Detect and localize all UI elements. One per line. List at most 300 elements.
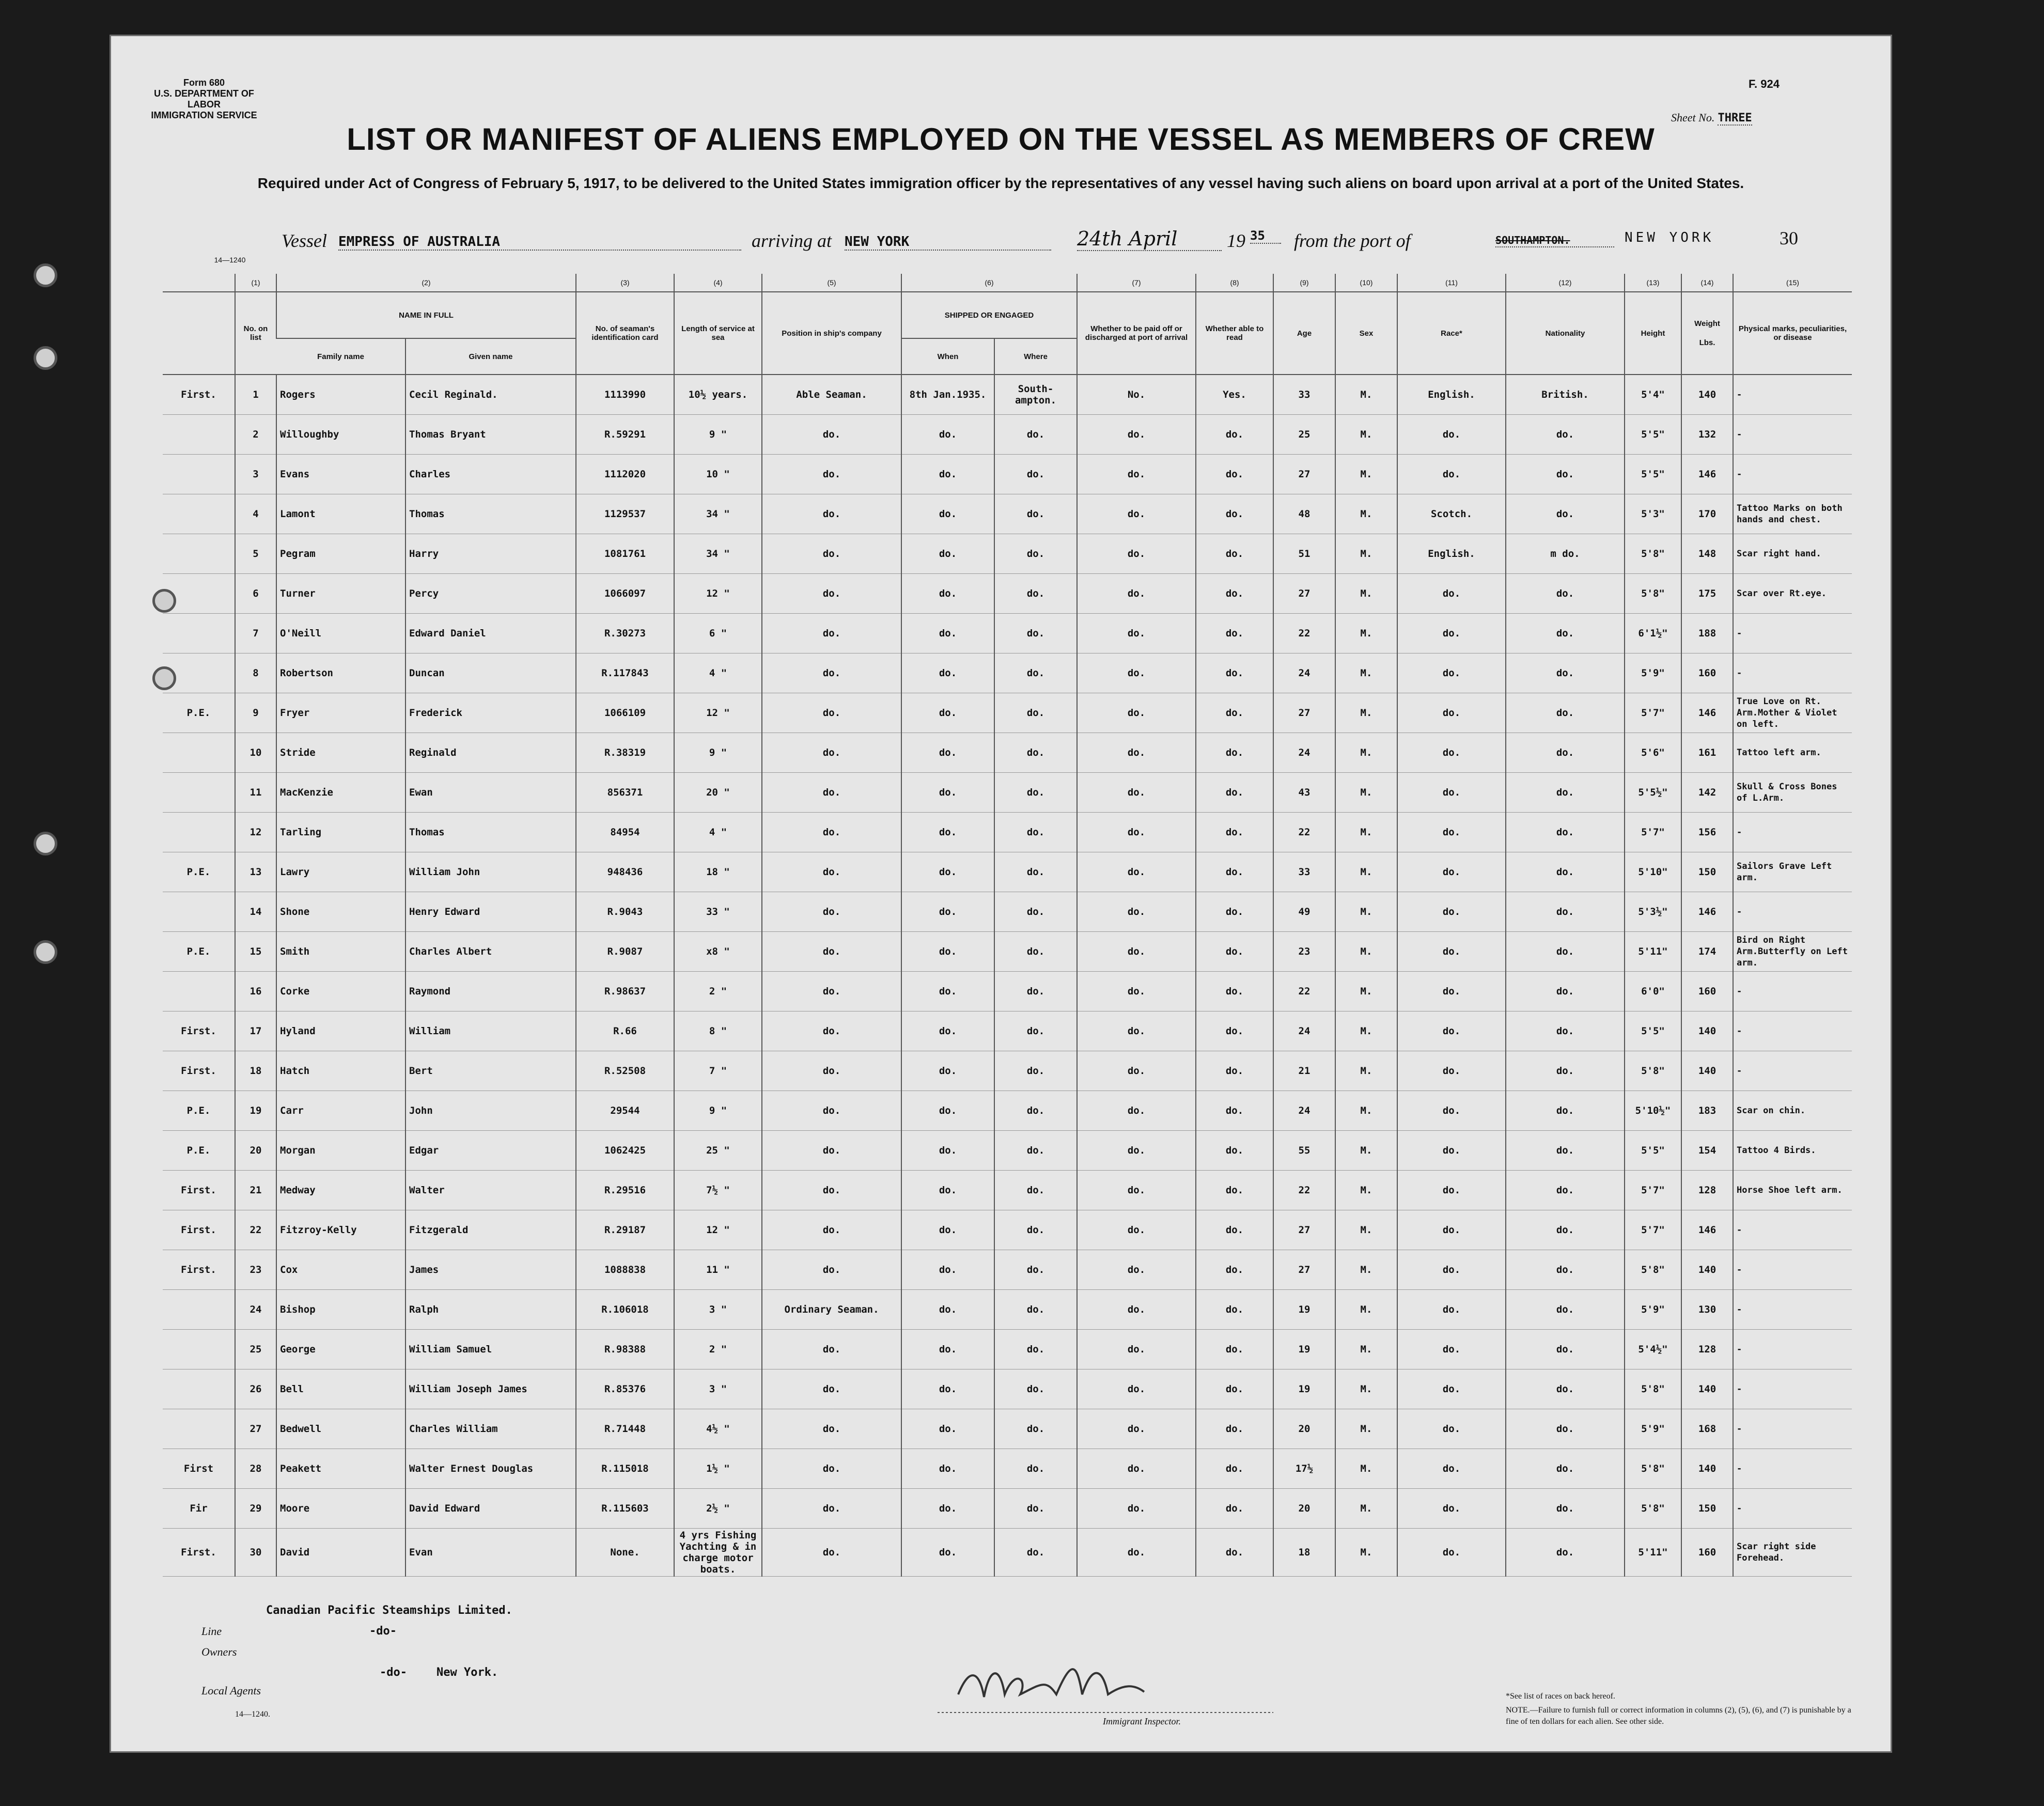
cell-no: 3 xyxy=(235,455,276,494)
cell-paid: do. xyxy=(1077,932,1196,972)
cell-no: 2 xyxy=(235,415,276,455)
cell-position: do. xyxy=(762,1449,901,1489)
cell-position: do. xyxy=(762,1051,901,1091)
cell-given: Charles xyxy=(405,455,576,494)
cell-when: do. xyxy=(901,1489,994,1529)
cell-where: do. xyxy=(994,1529,1077,1577)
cell-height: 5'5½" xyxy=(1625,773,1681,813)
cell-sex: M. xyxy=(1335,1489,1397,1529)
cell-family: Rogers xyxy=(276,375,405,415)
cell-note: Fir xyxy=(163,1489,235,1529)
cell-paid: do. xyxy=(1077,972,1196,1011)
cell-marks: - xyxy=(1733,1369,1852,1409)
vessel-label: Vessel xyxy=(282,230,327,251)
cell-family: Tarling xyxy=(276,813,405,852)
cell-service: 25 " xyxy=(674,1131,762,1171)
col-num: (3) xyxy=(576,274,674,292)
cell-marks: Sailors Grave Left arm. xyxy=(1733,852,1852,892)
cell-sex: M. xyxy=(1335,932,1397,972)
cell-weight: 140 xyxy=(1681,1250,1733,1290)
cell-no: 13 xyxy=(235,852,276,892)
cell-given: Reginald xyxy=(405,733,576,773)
cell-when: do. xyxy=(901,1369,994,1409)
cell-note xyxy=(163,574,235,614)
cell-age: 27 xyxy=(1273,455,1335,494)
cell-weight: 156 xyxy=(1681,813,1733,852)
header-where: Where xyxy=(994,338,1077,375)
cell-marks: - xyxy=(1733,455,1852,494)
cell-no: 1 xyxy=(235,375,276,415)
cell-race: do. xyxy=(1397,614,1506,653)
cell-age: 33 xyxy=(1273,852,1335,892)
cell-when: do. xyxy=(901,693,994,733)
cell-race: English. xyxy=(1397,534,1506,574)
cell-where: do. xyxy=(994,1171,1077,1210)
cell-sex: M. xyxy=(1335,1369,1397,1409)
cell-age: 18 xyxy=(1273,1529,1335,1577)
cell-height: 5'11" xyxy=(1625,1529,1681,1577)
penalty-note: NOTE.—Failure to furnish full or correct information in columns (2), (5), (6), and (7) is punishable by a fine of ten dollars for each alien. See other side. xyxy=(1506,1706,1851,1726)
cell-note xyxy=(163,892,235,932)
cell-family: Morgan xyxy=(276,1131,405,1171)
col-num: (1) xyxy=(235,274,276,292)
cell-when: do. xyxy=(901,1011,994,1051)
column-number-row xyxy=(163,274,1852,292)
cell-nat: do. xyxy=(1506,1250,1625,1290)
crew-manifest-table xyxy=(163,274,1852,1577)
cell-no: 6 xyxy=(235,574,276,614)
agents-label: Local Agents xyxy=(201,1684,261,1697)
cell-given: Ewan xyxy=(405,773,576,813)
cell-where: do. xyxy=(994,1011,1077,1051)
cell-nat: m do. xyxy=(1506,534,1625,574)
cell-card: 29544 xyxy=(576,1091,674,1131)
cell-read: do. xyxy=(1196,614,1273,653)
cell-nat: do. xyxy=(1506,614,1625,653)
header-when: When xyxy=(901,338,994,375)
cell-marks: - xyxy=(1733,614,1852,653)
cell-where: do. xyxy=(994,773,1077,813)
cell-read: do. xyxy=(1196,455,1273,494)
cell-where: do. xyxy=(994,494,1077,534)
cell-nat: do. xyxy=(1506,1131,1625,1171)
cell-height: 5'6" xyxy=(1625,733,1681,773)
cell-sex: M. xyxy=(1335,1051,1397,1091)
cell-read: do. xyxy=(1196,932,1273,972)
cell-race: do. xyxy=(1397,852,1506,892)
cell-position: do. xyxy=(762,1529,901,1577)
cell-paid: do. xyxy=(1077,773,1196,813)
header-paid-off: Whether to be paid off or discharged at port of arrival xyxy=(1077,292,1196,375)
cell-family: Hatch xyxy=(276,1051,405,1091)
table-row xyxy=(163,1369,1852,1409)
cell-no: 27 xyxy=(235,1409,276,1449)
cell-age: 24 xyxy=(1273,1091,1335,1131)
cell-no: 19 xyxy=(235,1091,276,1131)
cell-read: do. xyxy=(1196,534,1273,574)
cell-given: John xyxy=(405,1091,576,1131)
cell-paid: do. xyxy=(1077,1171,1196,1210)
cell-note xyxy=(163,415,235,455)
cell-card: R.29516 xyxy=(576,1171,674,1210)
cell-no: 20 xyxy=(235,1131,276,1171)
cell-given: Henry Edward xyxy=(405,892,576,932)
table-row xyxy=(163,852,1852,892)
cell-service: 4 yrs Fishing Yachting & in charge motor boats. xyxy=(674,1529,762,1577)
cell-family: Bedwell xyxy=(276,1409,405,1449)
cell-read: do. xyxy=(1196,574,1273,614)
cell-height: 5'8" xyxy=(1625,534,1681,574)
cell-weight: 174 xyxy=(1681,932,1733,972)
cell-where: do. xyxy=(994,892,1077,932)
cell-sex: M. xyxy=(1335,773,1397,813)
cell-age: 49 xyxy=(1273,892,1335,932)
cell-family: Medway xyxy=(276,1171,405,1210)
cell-race: do. xyxy=(1397,1330,1506,1369)
cell-marks: - xyxy=(1733,1250,1852,1290)
cell-read: do. xyxy=(1196,1409,1273,1449)
cell-note xyxy=(163,1409,235,1449)
cell-service: 12 " xyxy=(674,1210,762,1250)
cell-paid: do. xyxy=(1077,1131,1196,1171)
cell-no: 11 xyxy=(235,773,276,813)
cell-age: 43 xyxy=(1273,773,1335,813)
cell-age: 27 xyxy=(1273,693,1335,733)
cell-paid: do. xyxy=(1077,653,1196,693)
cell-age: 22 xyxy=(1273,813,1335,852)
cell-height: 5'8" xyxy=(1625,1489,1681,1529)
cell-race: do. xyxy=(1397,1409,1506,1449)
cell-read: Yes. xyxy=(1196,375,1273,415)
cell-sex: M. xyxy=(1335,1131,1397,1171)
cell-nat: do. xyxy=(1506,1330,1625,1369)
cell-note xyxy=(163,813,235,852)
cell-note: P.E. xyxy=(163,693,235,733)
cell-position: do. xyxy=(762,693,901,733)
cell-age: 23 xyxy=(1273,932,1335,972)
cell-card: R.9087 xyxy=(576,932,674,972)
cell-where: do. xyxy=(994,1250,1077,1290)
cell-position: do. xyxy=(762,1369,901,1409)
cell-marks: - xyxy=(1733,1210,1852,1250)
cell-family: Pegram xyxy=(276,534,405,574)
cell-service: 3 " xyxy=(674,1369,762,1409)
cell-nat: do. xyxy=(1506,415,1625,455)
cell-where: do. xyxy=(994,1051,1077,1091)
agents-city: New York. xyxy=(436,1666,498,1679)
table-row xyxy=(163,1091,1852,1131)
cell-service: 7 " xyxy=(674,1051,762,1091)
cell-paid: do. xyxy=(1077,1449,1196,1489)
cell-age: 20 xyxy=(1273,1409,1335,1449)
cell-no: 14 xyxy=(235,892,276,932)
cell-note xyxy=(163,1369,235,1409)
cell-race: do. xyxy=(1397,1131,1506,1171)
cell-read: do. xyxy=(1196,1250,1273,1290)
sheet-label: Sheet No. xyxy=(1671,111,1715,124)
cell-service: 7½ " xyxy=(674,1171,762,1210)
cell-race: do. xyxy=(1397,1369,1506,1409)
cell-weight: 140 xyxy=(1681,1051,1733,1091)
cell-marks: - xyxy=(1733,1409,1852,1449)
form-header-block xyxy=(142,77,266,121)
cell-paid: do. xyxy=(1077,455,1196,494)
cell-card: 856371 xyxy=(576,773,674,813)
cell-where: do. xyxy=(994,1449,1077,1489)
cell-sex: M. xyxy=(1335,1210,1397,1250)
cell-no: 25 xyxy=(235,1330,276,1369)
cell-service: 10½ years. xyxy=(674,375,762,415)
cell-position: do. xyxy=(762,852,901,892)
cell-paid: do. xyxy=(1077,852,1196,892)
cell-when: do. xyxy=(901,494,994,534)
cell-given: James xyxy=(405,1250,576,1290)
cell-race: do. xyxy=(1397,1171,1506,1210)
inspector-signature xyxy=(938,1648,1273,1720)
cell-age: 19 xyxy=(1273,1330,1335,1369)
table-row xyxy=(163,972,1852,1011)
cell-given: Walter xyxy=(405,1171,576,1210)
cell-weight: 175 xyxy=(1681,574,1733,614)
cell-paid: do. xyxy=(1077,614,1196,653)
table-row xyxy=(163,1131,1852,1171)
cell-paid: do. xyxy=(1077,733,1196,773)
cell-marks: Bird on Right Arm.Butterfly on Left arm. xyxy=(1733,932,1852,972)
cell-marks: Scar over Rt.eye. xyxy=(1733,574,1852,614)
cell-weight: 140 xyxy=(1681,375,1733,415)
cell-read: do. xyxy=(1196,892,1273,932)
cell-service: 9 " xyxy=(674,1091,762,1131)
cell-age: 48 xyxy=(1273,494,1335,534)
cell-nat: do. xyxy=(1506,892,1625,932)
cell-service: 34 " xyxy=(674,534,762,574)
arrival-year: 35 xyxy=(1250,228,1281,244)
cell-family: Bishop xyxy=(276,1290,405,1330)
cell-service: 34 " xyxy=(674,494,762,534)
cell-family: MacKenzie xyxy=(276,773,405,813)
cell-age: 22 xyxy=(1273,1171,1335,1210)
cell-card: R.115018 xyxy=(576,1449,674,1489)
cell-card: R.117843 xyxy=(576,653,674,693)
cell-weight: 161 xyxy=(1681,733,1733,773)
cell-position: do. xyxy=(762,574,901,614)
cell-note: First. xyxy=(163,1051,235,1091)
cell-note xyxy=(163,972,235,1011)
cell-service: 1½ " xyxy=(674,1449,762,1489)
cell-note: First. xyxy=(163,1011,235,1051)
cell-race: do. xyxy=(1397,693,1506,733)
cell-note xyxy=(163,733,235,773)
cell-service: 8 " xyxy=(674,1011,762,1051)
cell-weight: 146 xyxy=(1681,693,1733,733)
cell-nat: do. xyxy=(1506,1409,1625,1449)
cell-note: First. xyxy=(163,1210,235,1250)
header-row xyxy=(163,292,1852,338)
cell-position: do. xyxy=(762,1171,901,1210)
cell-card: R.106018 xyxy=(576,1290,674,1330)
cell-no: 28 xyxy=(235,1449,276,1489)
from-port-label: from the port of xyxy=(1294,230,1411,251)
cell-paid: do. xyxy=(1077,1250,1196,1290)
year-prefix: 19 xyxy=(1227,230,1245,251)
cell-weight: 154 xyxy=(1681,1131,1733,1171)
cell-given: Cecil Reginald. xyxy=(405,375,576,415)
cell-weight: 128 xyxy=(1681,1330,1733,1369)
cell-family: Lamont xyxy=(276,494,405,534)
table-row xyxy=(163,1011,1852,1051)
header-nationality: Nationality xyxy=(1506,292,1625,375)
weight-unit: Lbs. xyxy=(1699,338,1715,347)
cell-where: do. xyxy=(994,614,1077,653)
cell-when: do. xyxy=(901,1409,994,1449)
cell-read: do. xyxy=(1196,1330,1273,1369)
cell-sex: M. xyxy=(1335,415,1397,455)
cell-weight: 140 xyxy=(1681,1449,1733,1489)
cell-when: do. xyxy=(901,733,994,773)
cell-given: Charles Albert xyxy=(405,932,576,972)
inspector-label: Immigrant Inspector. xyxy=(1103,1716,1181,1726)
cell-weight: 140 xyxy=(1681,1011,1733,1051)
cell-card: 1088838 xyxy=(576,1250,674,1290)
cell-nat: do. xyxy=(1506,773,1625,813)
cell-weight: 146 xyxy=(1681,1210,1733,1250)
cell-age: 33 xyxy=(1273,375,1335,415)
cell-marks: - xyxy=(1733,375,1852,415)
cell-given: Walter Ernest Douglas xyxy=(405,1449,576,1489)
cell-when: do. xyxy=(901,892,994,932)
departure-port: NEW YORK xyxy=(1625,230,1714,245)
cell-service: 6 " xyxy=(674,614,762,653)
cell-weight: 170 xyxy=(1681,494,1733,534)
cell-read: do. xyxy=(1196,494,1273,534)
cell-given: William Samuel xyxy=(405,1330,576,1369)
cell-given: Thomas xyxy=(405,494,576,534)
cell-note: First. xyxy=(163,1250,235,1290)
cell-given: Duncan xyxy=(405,653,576,693)
cell-race: do. xyxy=(1397,653,1506,693)
cell-card: R.29187 xyxy=(576,1210,674,1250)
cell-card: R.59291 xyxy=(576,415,674,455)
cell-service: 9 " xyxy=(674,733,762,773)
cell-where: do. xyxy=(994,1210,1077,1250)
cell-card: 1066097 xyxy=(576,574,674,614)
cell-race: do. xyxy=(1397,1290,1506,1330)
cell-when: do. xyxy=(901,852,994,892)
cell-family: Hyland xyxy=(276,1011,405,1051)
cell-sex: M. xyxy=(1335,972,1397,1011)
table-row xyxy=(163,892,1852,932)
cell-race: do. xyxy=(1397,773,1506,813)
cell-family: Robertson xyxy=(276,653,405,693)
cell-position: do. xyxy=(762,932,901,972)
cell-sex: M. xyxy=(1335,494,1397,534)
cell-marks: - xyxy=(1733,1051,1852,1091)
table-row xyxy=(163,733,1852,773)
cell-height: 6'1½" xyxy=(1625,614,1681,653)
cell-weight: 150 xyxy=(1681,1489,1733,1529)
cell-read: do. xyxy=(1196,1131,1273,1171)
cell-sex: M. xyxy=(1335,614,1397,653)
cell-note xyxy=(163,773,235,813)
cell-sex: M. xyxy=(1335,375,1397,415)
cell-paid: do. xyxy=(1077,1051,1196,1091)
cell-race: do. xyxy=(1397,813,1506,852)
sheet-value: THREE xyxy=(1718,112,1752,124)
cell-age: 25 xyxy=(1273,415,1335,455)
cell-marks: True Love on Rt. Arm.Mother & Violet on left. xyxy=(1733,693,1852,733)
cell-no: 7 xyxy=(235,614,276,653)
cell-given: Thomas Bryant xyxy=(405,415,576,455)
cell-age: 27 xyxy=(1273,1210,1335,1250)
cell-age: 24 xyxy=(1273,653,1335,693)
cell-given: Evan xyxy=(405,1529,576,1577)
cell-position: do. xyxy=(762,1131,901,1171)
cell-marks: - xyxy=(1733,1489,1852,1529)
cell-card: R.115603 xyxy=(576,1489,674,1529)
company-name: Canadian Pacific Steamships Limited. xyxy=(266,1604,512,1617)
cell-marks: Scar right hand. xyxy=(1733,534,1852,574)
header-marks: Physical marks, peculiarities, or disease xyxy=(1733,292,1852,375)
cell-card: R.98637 xyxy=(576,972,674,1011)
cell-when: 8th Jan.1935. xyxy=(901,375,994,415)
cell-when: do. xyxy=(901,1091,994,1131)
cell-no: 4 xyxy=(235,494,276,534)
header-age: Age xyxy=(1273,292,1335,375)
cell-where: do. xyxy=(994,455,1077,494)
cell-when: do. xyxy=(901,1290,994,1330)
cell-read: do. xyxy=(1196,773,1273,813)
cell-where: do. xyxy=(994,1290,1077,1330)
cell-height: 5'5" xyxy=(1625,1131,1681,1171)
cell-read: do. xyxy=(1196,1171,1273,1210)
table-row xyxy=(163,813,1852,852)
cell-service: 20 " xyxy=(674,773,762,813)
cell-when: do. xyxy=(901,773,994,813)
cell-when: do. xyxy=(901,1449,994,1489)
cell-race: do. xyxy=(1397,1091,1506,1131)
cell-height: 5'7" xyxy=(1625,693,1681,733)
cell-where: do. xyxy=(994,574,1077,614)
header-no-on-list: No. on list xyxy=(235,292,276,375)
cell-marks: - xyxy=(1733,653,1852,693)
cell-age: 21 xyxy=(1273,1051,1335,1091)
col-num: (6) xyxy=(901,274,1077,292)
cell-read: do. xyxy=(1196,972,1273,1011)
cell-sex: M. xyxy=(1335,455,1397,494)
cell-age: 27 xyxy=(1273,1250,1335,1290)
cell-height: 5'4½" xyxy=(1625,1330,1681,1369)
cell-no: 29 xyxy=(235,1489,276,1529)
cell-sex: M. xyxy=(1335,1011,1397,1051)
cell-when: do. xyxy=(901,653,994,693)
cell-card: R.52508 xyxy=(576,1051,674,1091)
header-name-in-full: NAME IN FULL xyxy=(276,292,576,338)
cell-marks: - xyxy=(1733,1330,1852,1369)
cell-service: 12 " xyxy=(674,693,762,733)
cell-note xyxy=(163,1330,235,1369)
cell-nat: do. xyxy=(1506,1449,1625,1489)
cell-race: do. xyxy=(1397,574,1506,614)
cell-nat: British. xyxy=(1506,375,1625,415)
cell-no: 8 xyxy=(235,653,276,693)
cell-service: x8 " xyxy=(674,932,762,972)
cell-sex: M. xyxy=(1335,1330,1397,1369)
cell-nat: do. xyxy=(1506,1091,1625,1131)
cell-when: do. xyxy=(901,455,994,494)
cell-family: David xyxy=(276,1529,405,1577)
page-title: LIST OR MANIFEST OF ALIENS EMPLOYED ON THE VESSEL AS MEMBERS OF CREW xyxy=(347,122,1655,157)
cell-sex: M. xyxy=(1335,1529,1397,1577)
